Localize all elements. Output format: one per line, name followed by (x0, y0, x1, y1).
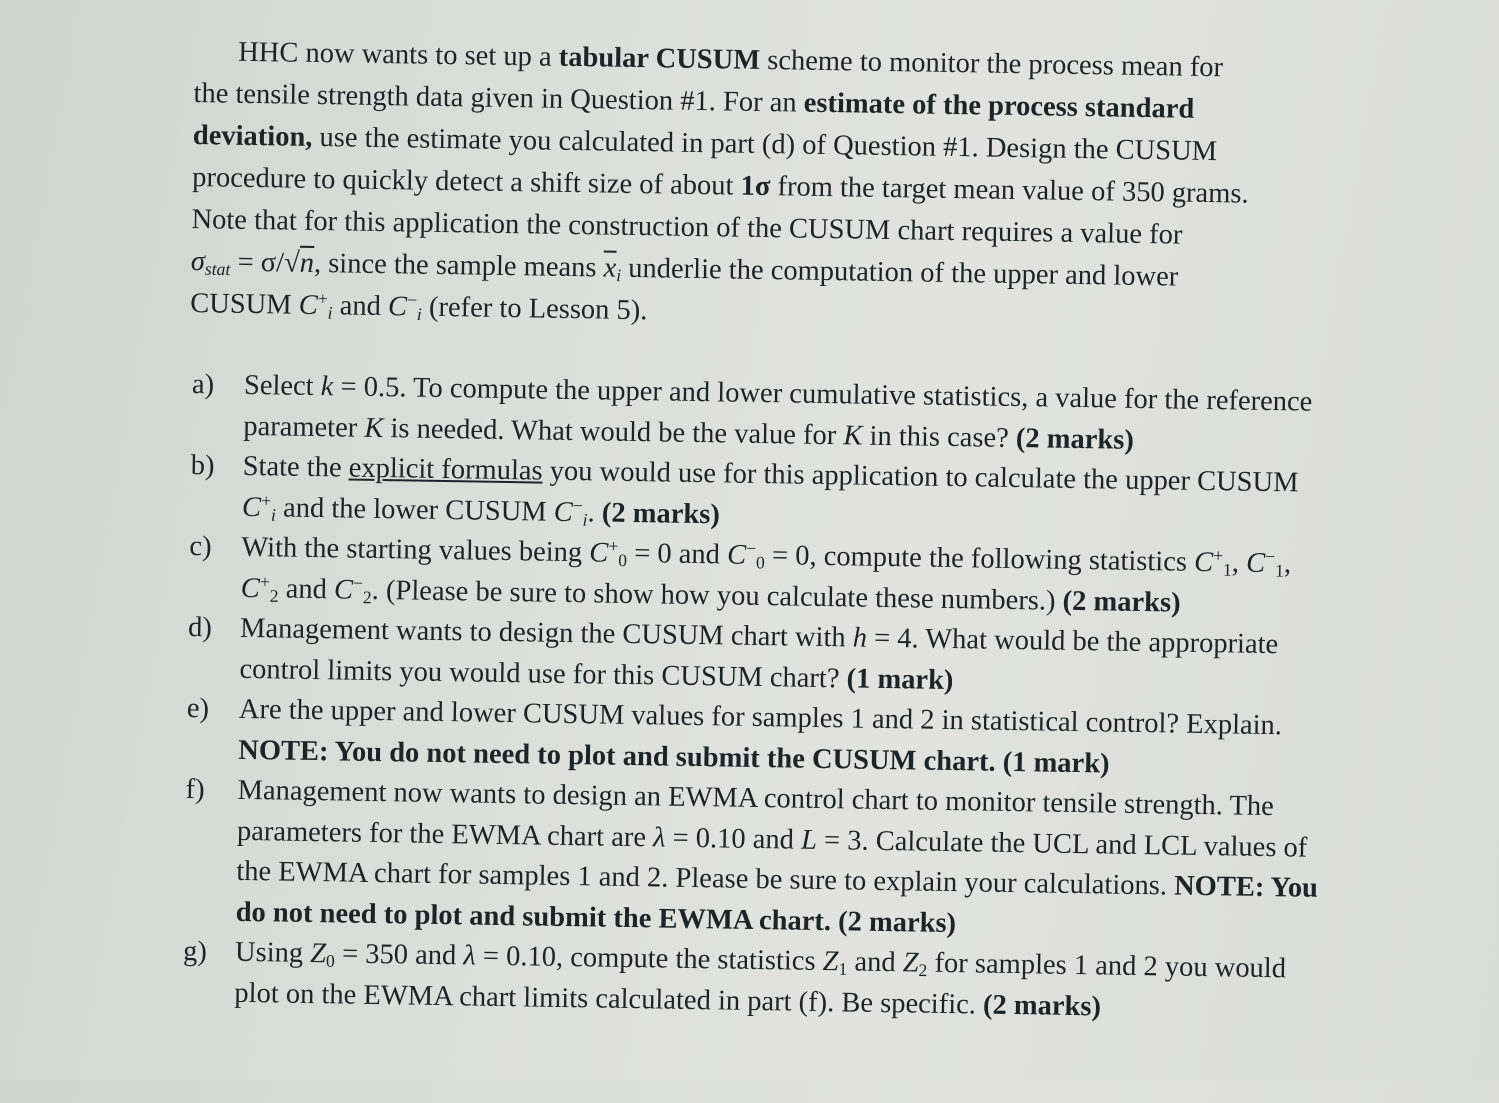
question-marker: a) (191, 369, 215, 401)
question-list (182, 365, 1337, 1031)
intro-line: deviation, use the estimate you calculated in part (d) of Question #1. Design the CUSUM (192, 120, 1218, 168)
question-marker: e) (186, 693, 210, 725)
question-g: g) Using $Z_0 = 350$ and λ = 0.10, compute the statistics $Z_1$ and $Z_2$ for samples 1 and 2 you would plot on the EWMA chart limits calculated in part (f). Be specific. (2 marks) (182, 932, 1328, 1031)
question-marker: f) (185, 774, 205, 806)
intro-line-formula: $\sigma_{stat} = \sigma/√n$, since the sample means $\overline{x}_i$ underlie the computation of the upper and lower (190, 246, 1179, 293)
question-c: c) With the starting values being $C^+_0 = 0$ and $C^-_0 = 0$, compute the following statistics $C^+_1$, $C^-_1$, $C^+_2$ and $C^-_2$. (Please be sure to show how you calculate these numbers.) (2 marks) (188, 527, 1334, 626)
intro-line: the tensile strength data given in Question #1. For an estimate of the process standard (193, 78, 1195, 125)
question-b: b) State the explicit formulas you would use for this application to calculate the upper CUSUM $C^+_i$ and the lower CUSUM $C^-_i$. (2 marks) (190, 446, 1336, 545)
question-a: a) Select k = 0.5. To compute the upper and lower cumulative statistics, a value for the reference parameter K is needed. What would be the value for K in this case? (2 marks) (191, 365, 1337, 464)
question-e: e) Are the upper and lower CUSUM values for samples 1 and 2 in statistical control? Explain. NOTE: You do not need to plot and submit the CUSUM chart. (1 mark) (186, 689, 1332, 788)
question-marker: d) (187, 612, 213, 644)
question-marker: c) (189, 531, 212, 563)
question-marker: g) (182, 935, 208, 968)
intro-line: HHC now wants to set up a tabular CUSUM scheme to monitor the process mean for (237, 36, 1224, 84)
question-marker: b) (190, 450, 215, 482)
question-f: f) Management now wants to design an EWMA control chart to monitor tensile strength. The parameters for the EWMA chart are λ = 0.10 and L = 3. Calculate the UCL and LCL values of the EWMA chart for samples 1 and 2. Please be sure to explain your calculations. NOTE: You do not need to plot and submit the EWMA chart. (2 marks) (183, 770, 1330, 950)
intro-line: CUSUM $C^+_i$ and $C^-_i$ (refer to Lesson 5). (190, 288, 648, 327)
intro-paragraph (190, 31, 1344, 343)
intro-line: procedure to quickly detect a shift size of about 1σ from the target mean value of 350 grams. (191, 162, 1249, 210)
question-d: d) Management wants to design the CUSUM chart with h = 4. What would be the appropriate control limits you would use for this CUSUM chart? (1 mark) (187, 608, 1333, 707)
intro-line: Note that for this application the construction of the CUSUM chart requires a value for (191, 204, 1183, 251)
